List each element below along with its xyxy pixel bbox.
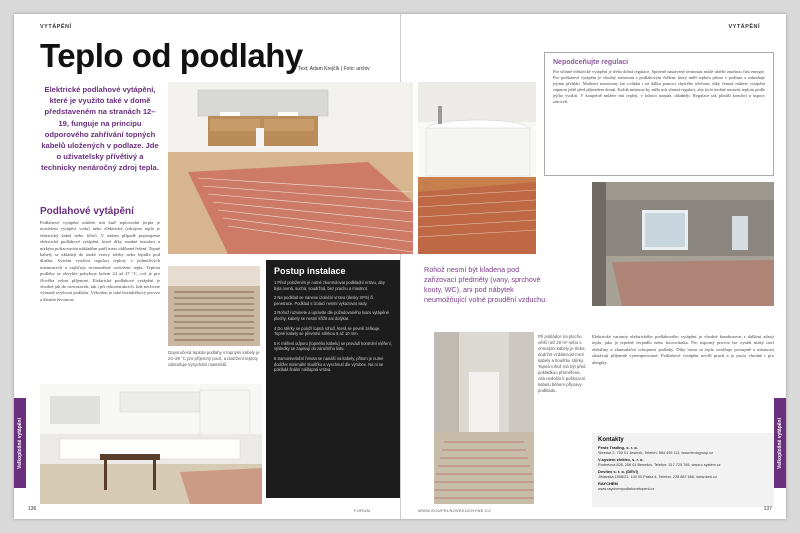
- bathroom-photo: [168, 82, 413, 254]
- contact-name: RAYCHEM: [598, 481, 618, 486]
- contacts-box: [592, 433, 774, 507]
- caption-heating-mat: Doporučená teplota podlahy s topnými kabely je 24–28 °C pro příjemný pocit, a dodržení teploty zabraňuje vysychání materiálů.: [168, 350, 260, 367]
- corridor-photo: [434, 332, 534, 504]
- contact-name: Fenix Trading, s. r. o.: [598, 445, 638, 450]
- contact-line: www.raychempodlahovetopeni.cz: [598, 487, 655, 491]
- step-2: 2 Na podklad se nanese izolační vrstva (desky XPS) či penetrace. Podklad s izolací nesmí vykazovat vady.: [274, 295, 374, 306]
- section-label-right: VYTÁPĚNÍ: [728, 24, 760, 30]
- article-lead: Elektrické podlahové vytápění, které je využito také v domě představeném na stranách 12–19, funguje na principu odporového zahřívání topných kabelů uložených v podlaze. Jde o uživatelsky přívětivý a technicky nenáročný zdroj tepla.: [41, 85, 159, 173]
- article-title: Teplo od podlahy: [40, 37, 303, 74]
- article-credit: Text: Adam Krejčík | Foto: archiv: [298, 66, 370, 72]
- page-number-left: 136: [28, 506, 37, 512]
- step-5: 5 K měření odporu (topného kabelu) se provádí kontrolní měření, výsledky se zapisují do záručního listu.: [274, 340, 392, 352]
- side-tab-label: Velkoplošné vytápění: [777, 417, 783, 469]
- side-tab-label: Velkoplošné vytápění: [17, 417, 23, 469]
- caption-corridor: Při pokládce na plochu větší než 20 m² nebo s ohnutými kabely je třeba dodržet vzdálenost mezi kabely a tloušťku stěrky. Topná rohož má být před pokládkou přeměřena, zda nedošlo k poškození kabelu během přípravy podkladu.: [538, 334, 586, 393]
- step-3: 3 Rohož rozvinete a upravíte dle požadovaného tvaru vytápěné plochy, kabely se nesmí křížit ani dotýkat.: [274, 310, 389, 321]
- contact-line: Jihlavská 1558/21, 140 00 Praha 4, Telefon: 228 887 666, www.devi.cz: [598, 475, 717, 479]
- step-4: 4 Do stěrky se položí topná rohož, která se pevně zafixuje. Topné kabely se převrství stěrkou 5 až 10 mm.: [274, 325, 381, 337]
- contact-name: V-system elektro, s. r. o.: [598, 457, 644, 462]
- sidebar-text: Pro účinné elektrické vytápění je třeba dobrá regulace. Správně nastavený termostat může ušetřit značnou část energie. Pro podlahové vytápění je vhodný termostat s podlahovým čidlem, který měří teplotu přímo v podlaze a zabraňuje jejímu přehřátí. Moderní termostaty lze ovládat i na dálku pomocí chytrého telefonu, díky čemuž můžete vytápění zapnout ještě před příjezdem domů. Každá místnost by měla mít vlastní regulaci, aby bylo možné nastavit teplotu podle jejího využití. V koupelně můžete mít tepleji, v ložnici naopak chladněji. Regulace tak přináší komfort a úspory zároveň.: [553, 69, 765, 104]
- contact-name: Devitex s. r. o. (DEVI): [598, 469, 639, 474]
- steps-title: Postup instalace: [274, 266, 346, 276]
- contact-entry: [598, 445, 768, 456]
- section-label-left: VYTÁPĚNÍ: [40, 24, 72, 30]
- step-1: 1 Před položením je nutné zkontrolovat podkladní vrstvu, aby byla rovná, suchá, soudržná, bez prachu a mastnot.: [274, 280, 385, 291]
- kitchen-photo: [40, 384, 262, 504]
- contact-entry: [598, 469, 768, 480]
- magazine-spread: [14, 14, 786, 519]
- page-number-right: 137: [763, 506, 772, 512]
- footer-right: WWW.KOUPELNOVEKUCHYNE.CZ: [418, 508, 491, 513]
- room-construction-photo: [592, 182, 774, 306]
- side-tab-left: [14, 398, 26, 488]
- footer-left: FORUM: [354, 508, 371, 513]
- heating-mat-photo: [168, 266, 260, 346]
- side-tab-right: [774, 398, 786, 488]
- contact-line: Slezská 2, 790 01 Jeseník, Telefon: 584 495 111, www.fenixgroup.cz: [598, 451, 714, 455]
- section-subhead: Podlahové vytápění: [40, 206, 134, 217]
- regulation-sidebar: [544, 52, 774, 176]
- body-text-right: Elektrické varianty elektrického podlahového vytápění je vhodné kombinovat s dalšími zdroji tepla, jako je tepelné čerpadlo nebo fotovoltaika. Pro úsporný provoz lze využít nízký tarif elektřiny a akumulační schopnost podlahy. Díky tomu se teplo uvolňuje postupně a místnosti zůstávají příjemně vytemperované. Podlahové vytápění nevíří prach a je proto vhodné i pro alergiky.: [592, 334, 774, 365]
- pull-quote: Rohož nesmí být kladena pod zařizovací předměty (vany, sprchové kouty, WC), ani pod nábytek neumožňující volné proudění vzduchu.: [424, 265, 548, 304]
- contact-line: Rudeéova 828, 256 01 Benešov, Telefon: 317 725 765, www.v-system.cz: [598, 463, 721, 467]
- contact-entry: [598, 457, 768, 468]
- step-6: 6 Samonivelační hmota se nanáší na kabely, přitom je nutné dodržet minimální tloušťku a vyschnutí dle výrobce. Na ni se pokládá finální nášlapná vrstva.: [274, 355, 384, 373]
- installation-steps-box: [266, 260, 400, 498]
- contact-entry: [598, 481, 768, 492]
- body-text-left: Podlahové vytápění můžete mít buď teplovodní (tepla je nositelem vytápěcí voda) nebo elektrické (zdrojem tepla je elektrický kabel nebo fólie). V našem případě popisujeme elektrické podlahové vytápění, které díky snadné instalaci a nízkým pořizovacím nákladům patří mezi oblíbená řešení. Topné kabely se ukládají do tenké vrstvy stěrky nebo lepidla pod dlažbu. Systém využívá regulaci teploty v jednotlivých místnostech a zajišťuje rovnoměrné rozložení tepla. Teplota podlahy se obvykle pohybuje kolem 24 až 27 °C, což je pro člověka velmi příjemné. Elektrické podlahové vytápění je vhodné jak do novostaveb, tak i při rekonstrukcích, kde nechcete výrazně zvyšovat podlahu. Výhodou je také bezúdržbový provoz a dlouhá životnost.: [40, 220, 160, 302]
- sidebar-title: Nepodceňujte regulaci: [553, 59, 629, 66]
- contacts-title: Kontakty: [598, 437, 624, 443]
- bathtub-photo: [418, 82, 536, 254]
